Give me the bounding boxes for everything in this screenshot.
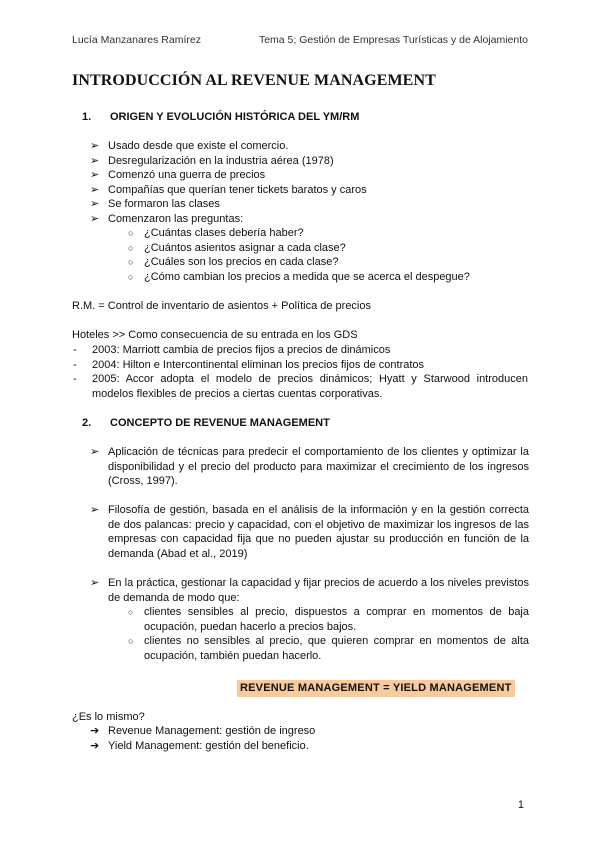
arrow-bullet-icon: ➢ [90,212,100,225]
circle-bullet-icon: ○ [128,636,134,646]
arrow-bullet-icon: ➢ [90,140,100,152]
rm-formula: R.M. = Control de inventario de asientos + Política de precios [72,300,371,312]
list-item: - 2004: Hilton e Intercontinental eliminan los precios fijos de contratos [73,358,425,371]
list-item: ➢ Aplicación de técnicas para predecir el comportamiento de los clientes y optimizar la disponibilidad y el precio del producto para maximizar el crecimiento de los ingresos (Cross, 1997). [90,446,529,487]
rm-equals-ym-banner: REVENUE MANAGEMENT = YIELD MANAGEMENT [237,680,515,697]
list-item: ○ ¿Cuáles son los precios en cada clase? [128,256,339,268]
arrow-bullet-icon: ➢ [90,169,100,181]
arrow-bullet-icon: ➢ [90,504,100,516]
circle-bullet-icon: ○ [128,607,134,617]
arrow-bullet-icon: ➢ [90,198,100,210]
list-item: ○ ¿Cómo cambian los precios a medida que se acerca el despegue? [128,270,470,283]
list-item: ➢ En la práctica, gestionar la capacidad y fijar precios de acuerdo a los niveles previstos de demanda de modo que: [90,577,529,604]
list-item: - 2003: Marriott cambia de precios fijos a precios de dinámicos [73,344,391,356]
list-item: ○ clientes sensibles al precio, dispuestos a comprar en momentos de baja ocupación, puedan hacerlo a precios bajos. [128,606,529,633]
list-item: ➢ Compañías que querían tener tickets baratos y caros [90,183,367,196]
list-item: ➢ Comenzaron las preguntas: [90,212,244,225]
question-list [128,226,530,284]
page-number: 1 [517,799,524,811]
definition-list-2 [90,503,529,561]
header-author: Lucía Manzanares Ramírez [72,34,201,46]
list-item: ○ clientes no sensibles al precio, que quieren comprar en momentos de alta ocupación, también puedan hacerlo. [128,635,529,662]
arrow-bullet-icon: ➢ [90,154,100,167]
arrow-bullet-icon: ➢ [90,183,100,196]
list-item: ➢ Desregularización en la industria aérea (1978) [90,154,334,167]
section-1-heading [82,110,359,125]
circle-bullet-icon: ○ [128,257,134,267]
hotel-events-list [73,343,528,401]
list-item: ➢ Se formaron las clases [90,198,220,210]
history-list [90,139,528,226]
definition-list-1 [90,445,529,489]
list-item: ○ ¿Cuántas clases debería haber? [128,227,304,239]
list-item: - 2005: Accor adopta el modelo de precios dinámicos; Hyatt y Starwood introducen modelos flexibles de precios a ciertas cuentas corporativas. [73,373,528,400]
list-item: ➢ Usado desde que existe el comercio. [90,140,289,152]
section-1-number: 1. [82,111,92,123]
dash-bullet-icon: - [73,373,77,385]
arrow-bullet-icon: ➢ [90,446,100,458]
arrow-right-icon: ➔ [90,725,100,737]
header-topic: Tema 5; Gestión de Empresas Turísticas y de Alojamiento [258,34,528,46]
list-item: ➢ Filosofía de gestión, basada en el análisis de la información y en la gestión correcta de dos palancas: precio y capacidad, con el objetivo de maximizar los ingresos de las empresas con capacidad fija que no pueden ajustar su producción en función de la demanda (Abad et al., 2019) [90,504,529,560]
arrow-bullet-icon: ➢ [90,577,100,589]
circle-bullet-icon: ○ [128,242,134,253]
arrow-right-icon: ➔ [90,739,100,752]
list-item: ➔ Revenue Management: gestión de ingreso [90,725,316,737]
circle-bullet-icon: ○ [128,228,134,238]
list-item: ➔ Yield Management: gestión del beneficio. [90,739,309,752]
hotels-intro: Hoteles >> Como consecuencia de su entrada en los GDS [72,329,358,341]
dash-bullet-icon: - [73,358,77,371]
comparison-list [90,724,528,753]
list-item: ➢ Comenzó una guerra de precios [90,169,266,181]
dash-bullet-icon: - [73,344,77,356]
list-item: ○ ¿Cuántos asientos asignar a cada clase? [128,241,346,254]
section-2-number: 2. [82,417,92,429]
circle-bullet-icon: ○ [128,271,134,282]
same-question: ¿Es lo mismo? [72,711,145,723]
section-1-title: ORIGEN Y EVOLUCIÓN HISTÓRICA DEL YM/RM [110,111,360,123]
definition-list-3 [90,576,529,605]
section-2-heading [82,416,330,431]
practice-points-list [128,605,529,663]
section-2-title: CONCEPTO DE REVENUE MANAGEMENT [110,417,330,429]
page-title: INTRODUCCIÓN AL REVENUE MANAGEMENT [72,72,436,89]
